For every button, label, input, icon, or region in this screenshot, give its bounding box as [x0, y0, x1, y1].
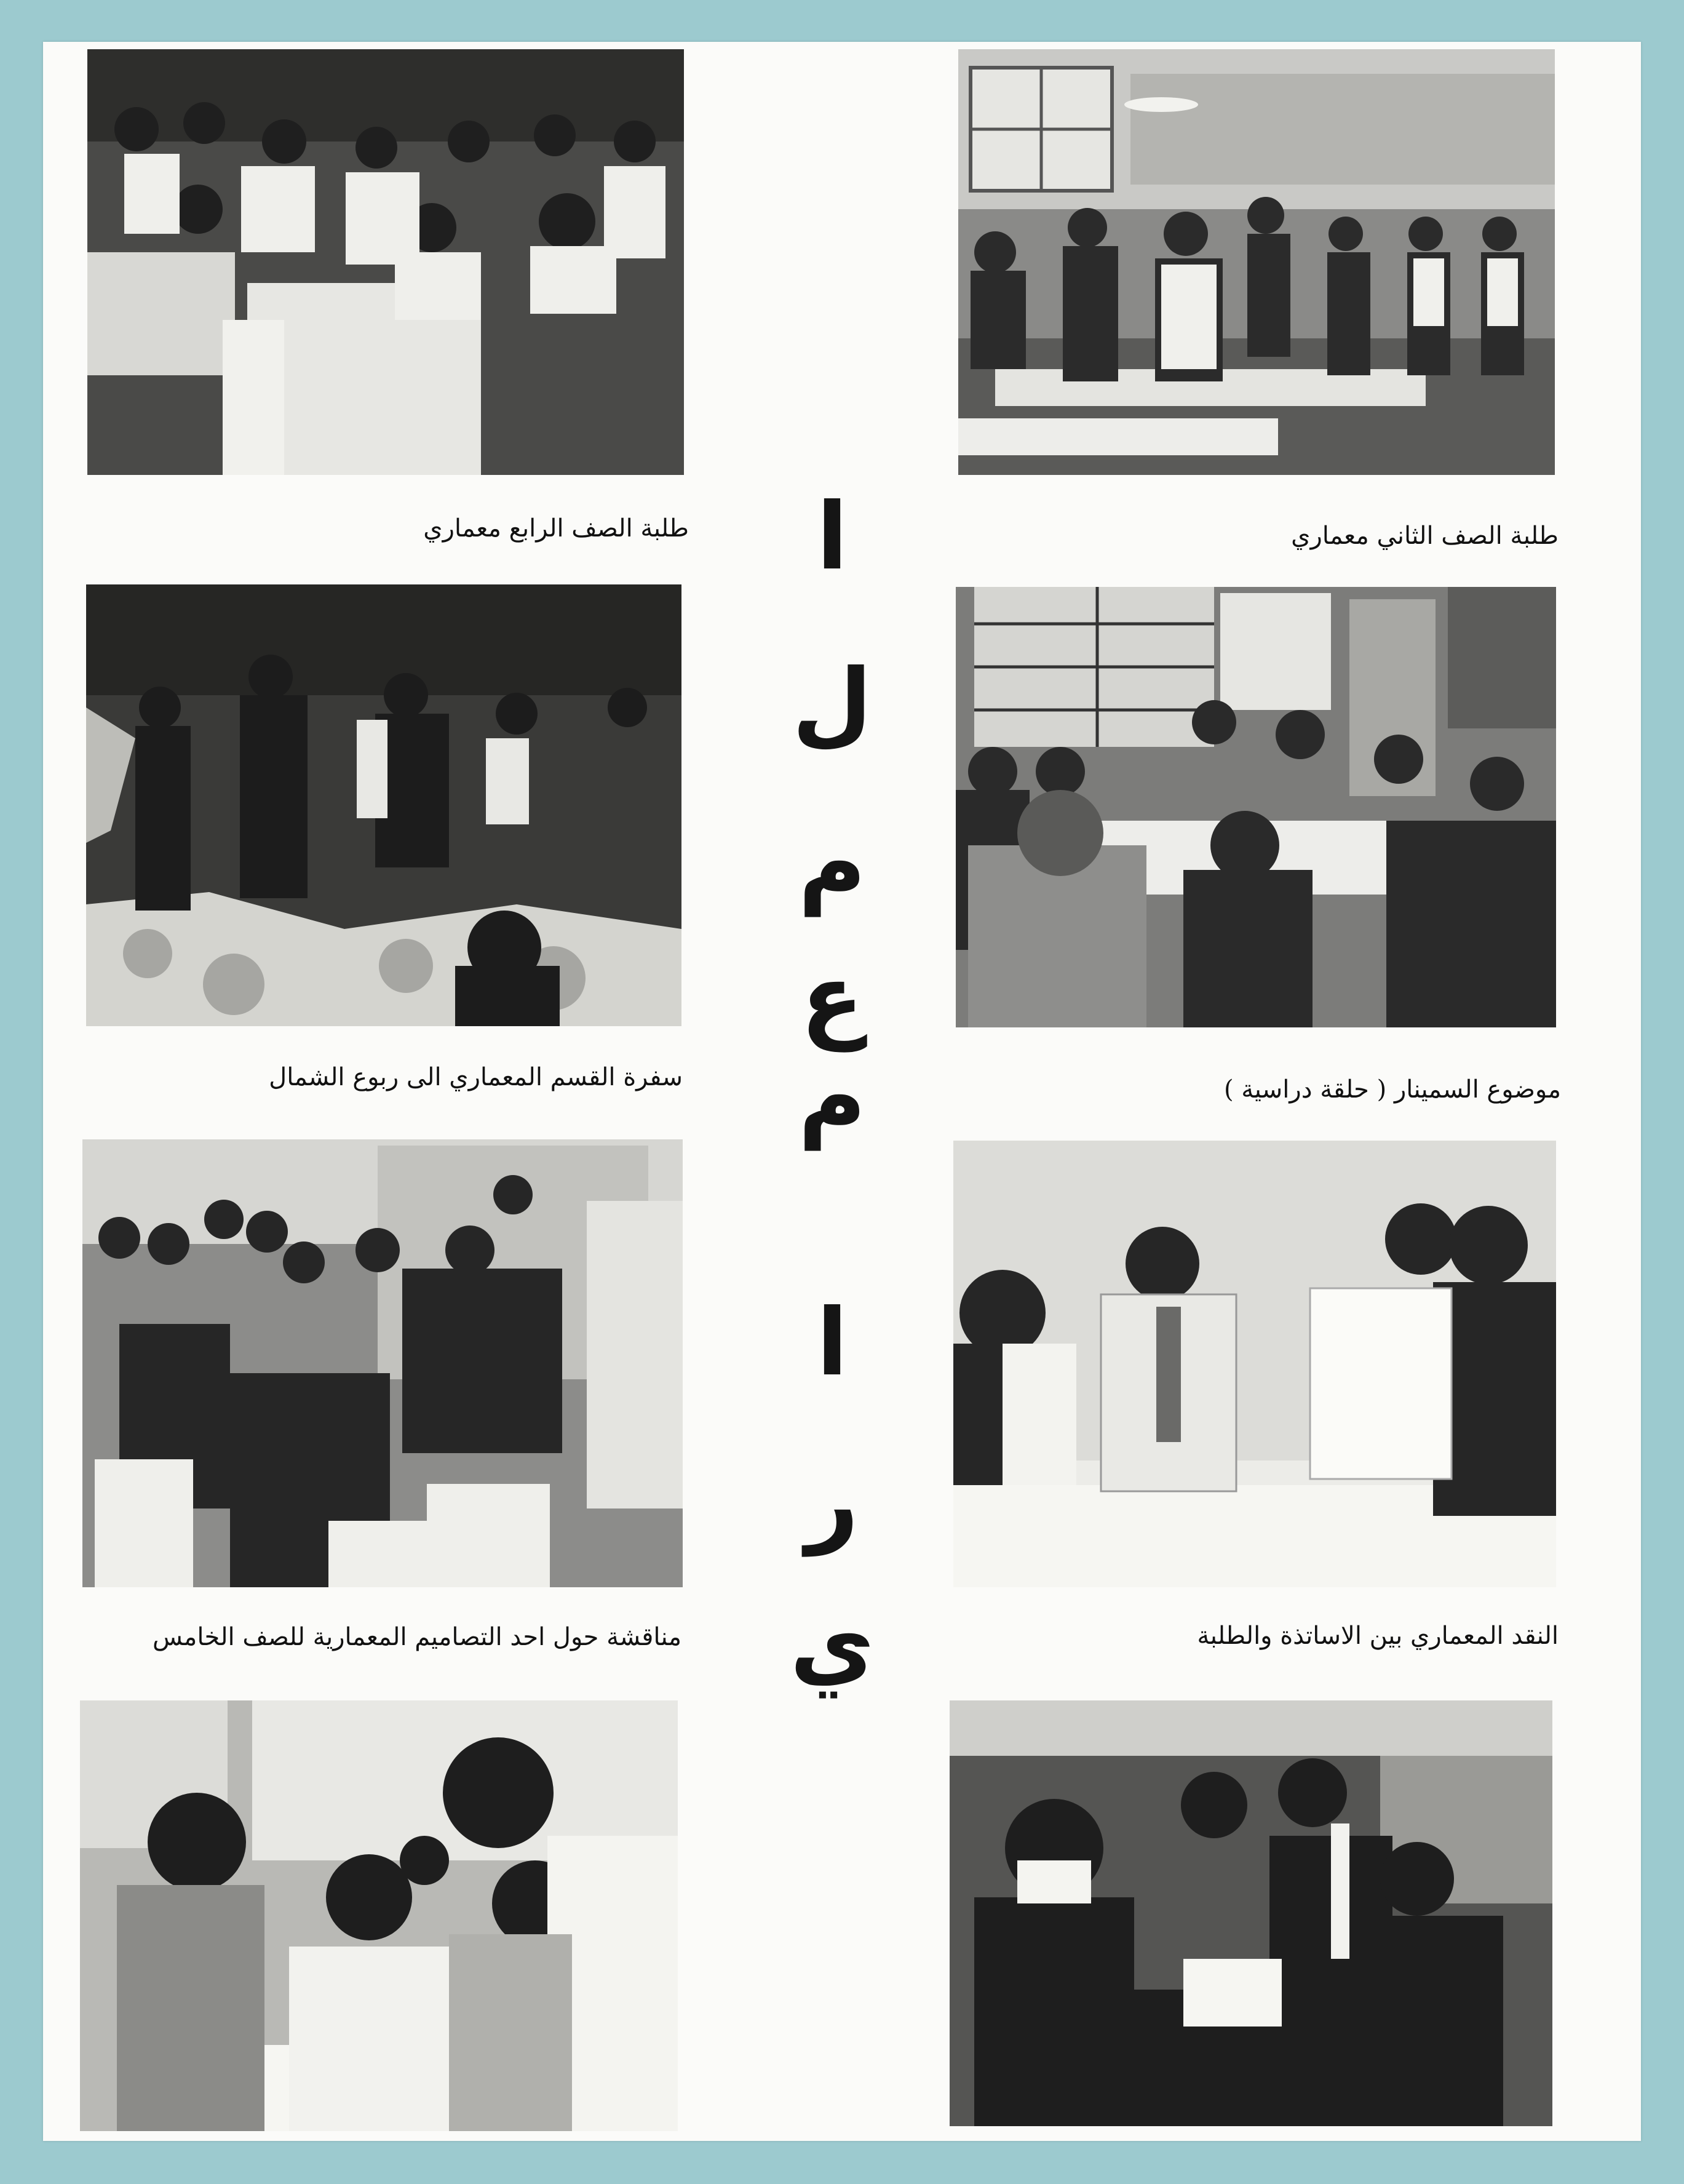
- caption-seminar: موضوع السمينار ( حلقة دراسية ): [1223, 1075, 1561, 1104]
- vertical-title-letter-2: ل: [792, 650, 873, 757]
- photo-students-desks: [87, 49, 684, 475]
- vertical-title-letter-8: ي: [790, 1591, 875, 1698]
- caption-critique: النقد المعماري بين الاساتذة والطلبة: [1197, 1622, 1559, 1650]
- photo-critique: [953, 1141, 1556, 1587]
- vertical-title-letter-4: ع: [800, 945, 864, 1052]
- photo-seminar: [956, 587, 1556, 1027]
- vertical-title-letter-5: م: [798, 1043, 866, 1150]
- caption-fourth-year: طلبة الصف الرابع معماري: [423, 514, 689, 543]
- magazine-page: [43, 42, 1641, 2141]
- vertical-title-letter-3: م: [798, 810, 866, 917]
- caption-field-trip: سفرة القسم المعماري الى ربوع الشمال: [269, 1063, 683, 1091]
- caption-second-year: طلبة الصف الثاني معماري: [1291, 522, 1559, 550]
- photo-drafting-room: [958, 49, 1555, 475]
- photo-design-review: [82, 1139, 683, 1587]
- photo-students-table: [80, 1700, 678, 2131]
- vertical-title-letter-7: ر: [805, 1449, 859, 1556]
- photo-group-drawings: [950, 1700, 1552, 2126]
- caption-design-review: مناقشة حول احد التصاميم المعمارية للصف الخامس: [152, 1623, 681, 1651]
- vertical-title-letter-1: ا: [816, 484, 848, 591]
- vertical-title-letter-6: ا: [816, 1289, 848, 1397]
- photo-field-trip: [86, 584, 681, 1026]
